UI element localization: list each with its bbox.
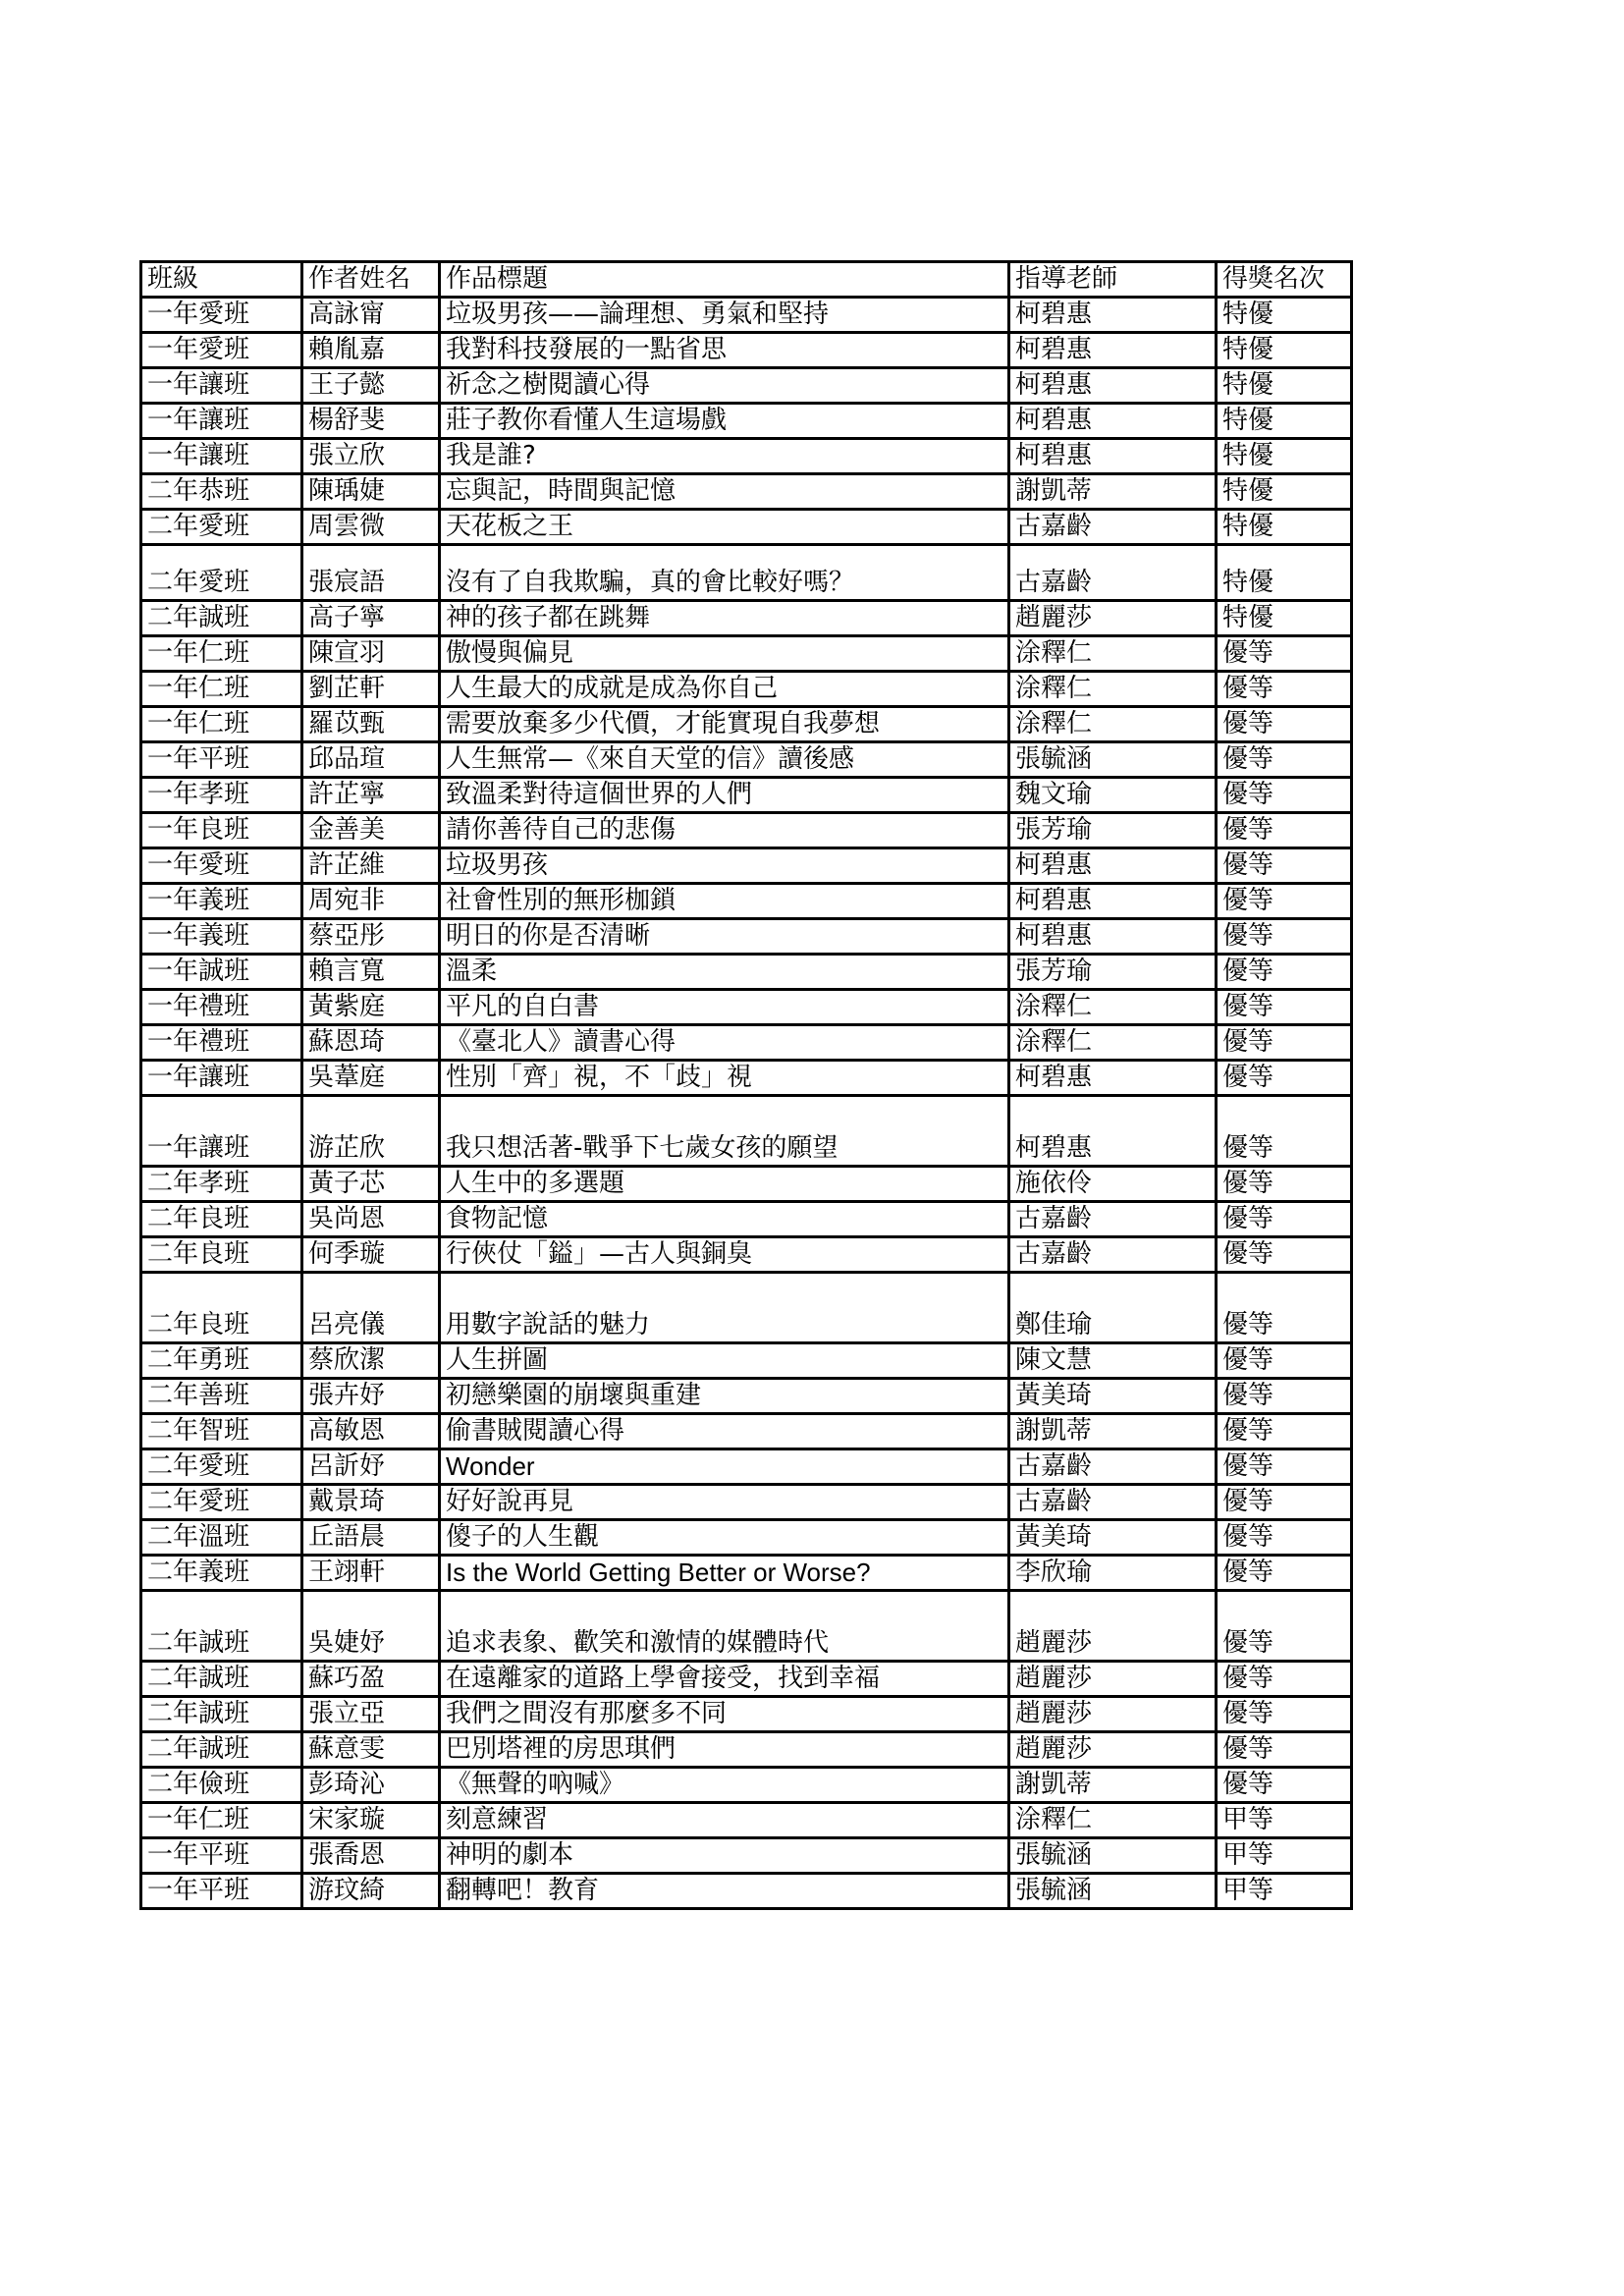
cell-teacher: 張毓涵 bbox=[1009, 1874, 1217, 1909]
cell-title: 傲慢與偏見 bbox=[440, 636, 1009, 672]
cell-title: 用數字說話的魅力 bbox=[440, 1273, 1009, 1343]
cell-author: 宋家璇 bbox=[302, 1803, 440, 1838]
cell-teacher: 謝凱蒂 bbox=[1009, 1768, 1217, 1803]
cell-title: 人生拼圖 bbox=[440, 1343, 1009, 1379]
cell-award: 特優 bbox=[1217, 298, 1352, 333]
cell-class: 二年良班 bbox=[141, 1202, 302, 1237]
cell-author: 張宸語 bbox=[302, 545, 440, 601]
cell-title: 巴別塔裡的房思琪們 bbox=[440, 1732, 1009, 1768]
table-row bbox=[141, 1874, 1352, 1909]
cell-award: 優等 bbox=[1217, 672, 1352, 707]
cell-class: 二年恭班 bbox=[141, 474, 302, 510]
table-row bbox=[141, 1838, 1352, 1874]
cell-teacher: 柯碧惠 bbox=[1009, 1061, 1217, 1096]
cell-award: 優等 bbox=[1217, 1414, 1352, 1449]
cell-title: 祈念之樹閱讀心得 bbox=[440, 368, 1009, 404]
table-row bbox=[141, 1662, 1352, 1697]
cell-title: 好好說再見 bbox=[440, 1485, 1009, 1520]
cell-author: 張卉妤 bbox=[302, 1379, 440, 1414]
cell-class: 一年讓班 bbox=[141, 368, 302, 404]
cell-author: 黃子芯 bbox=[302, 1167, 440, 1202]
cell-award: 優等 bbox=[1217, 778, 1352, 813]
cell-teacher: 古嘉齡 bbox=[1009, 545, 1217, 601]
cell-award: 優等 bbox=[1217, 955, 1352, 990]
cell-award: 優等 bbox=[1217, 1167, 1352, 1202]
cell-award: 優等 bbox=[1217, 1343, 1352, 1379]
cell-teacher: 張毓涵 bbox=[1009, 742, 1217, 778]
cell-class: 一年義班 bbox=[141, 919, 302, 955]
cell-teacher: 柯碧惠 bbox=[1009, 404, 1217, 439]
cell-award: 優等 bbox=[1217, 1520, 1352, 1556]
cell-award: 優等 bbox=[1217, 1379, 1352, 1414]
cell-author: 賴胤嘉 bbox=[302, 333, 440, 368]
cell-author: 許芷維 bbox=[302, 848, 440, 884]
cell-title: 《無聲的吶喊》 bbox=[440, 1768, 1009, 1803]
table-row bbox=[141, 1379, 1352, 1414]
cell-author: 蔡欣潔 bbox=[302, 1343, 440, 1379]
cell-class: 一年愛班 bbox=[141, 298, 302, 333]
cell-teacher: 魏文瑜 bbox=[1009, 778, 1217, 813]
cell-teacher: 謝凱蒂 bbox=[1009, 1414, 1217, 1449]
table-row bbox=[141, 298, 1352, 333]
cell-award: 優等 bbox=[1217, 1697, 1352, 1732]
cell-title: 翻轉吧！教育 bbox=[440, 1874, 1009, 1909]
cell-author: 許芷寧 bbox=[302, 778, 440, 813]
cell-teacher: 柯碧惠 bbox=[1009, 919, 1217, 955]
cell-teacher: 趙麗莎 bbox=[1009, 1662, 1217, 1697]
cell-award: 特優 bbox=[1217, 510, 1352, 545]
cell-award: 優等 bbox=[1217, 1202, 1352, 1237]
cell-award: 優等 bbox=[1217, 990, 1352, 1025]
cell-class: 一年讓班 bbox=[141, 1061, 302, 1096]
cell-class: 二年勇班 bbox=[141, 1343, 302, 1379]
cell-class: 二年愛班 bbox=[141, 1449, 302, 1485]
cell-award: 優等 bbox=[1217, 1732, 1352, 1768]
cell-title: 我只想活著-戰爭下七歲女孩的願望 bbox=[440, 1096, 1009, 1167]
cell-class: 一年讓班 bbox=[141, 439, 302, 474]
cell-award: 優等 bbox=[1217, 1025, 1352, 1061]
cell-award: 優等 bbox=[1217, 636, 1352, 672]
cell-award: 特優 bbox=[1217, 333, 1352, 368]
cell-author: 何季璇 bbox=[302, 1237, 440, 1273]
cell-title: 我對科技發展的一點省思 bbox=[440, 333, 1009, 368]
cell-author: 高詠甯 bbox=[302, 298, 440, 333]
table-row bbox=[141, 1061, 1352, 1096]
cell-title: 人生最大的成就是成為你自己 bbox=[440, 672, 1009, 707]
cell-teacher: 柯碧惠 bbox=[1009, 298, 1217, 333]
cell-class: 一年誠班 bbox=[141, 955, 302, 990]
table-row bbox=[141, 474, 1352, 510]
table-row bbox=[141, 778, 1352, 813]
cell-class: 二年儉班 bbox=[141, 1768, 302, 1803]
header-award: 得獎名次 bbox=[1217, 262, 1352, 298]
cell-award: 優等 bbox=[1217, 1768, 1352, 1803]
cell-teacher: 黃美琦 bbox=[1009, 1379, 1217, 1414]
cell-teacher: 古嘉齡 bbox=[1009, 1202, 1217, 1237]
cell-class: 一年讓班 bbox=[141, 1096, 302, 1167]
cell-award: 優等 bbox=[1217, 1556, 1352, 1591]
cell-author: 張喬恩 bbox=[302, 1838, 440, 1874]
cell-author: 吳婕妤 bbox=[302, 1591, 440, 1662]
cell-award: 甲等 bbox=[1217, 1803, 1352, 1838]
cell-author: 陳瑀婕 bbox=[302, 474, 440, 510]
table-row bbox=[141, 1697, 1352, 1732]
cell-teacher: 涂釋仁 bbox=[1009, 1803, 1217, 1838]
cell-teacher: 涂釋仁 bbox=[1009, 636, 1217, 672]
cell-title: 行俠仗「鎰」—古人與銅臭 bbox=[440, 1237, 1009, 1273]
table-row bbox=[141, 404, 1352, 439]
cell-class: 二年誠班 bbox=[141, 601, 302, 636]
cell-title: 在遠離家的道路上學會接受，找到幸福 bbox=[440, 1662, 1009, 1697]
cell-class: 一年禮班 bbox=[141, 990, 302, 1025]
table-row bbox=[141, 1273, 1352, 1343]
cell-title: Is the World Getting Better or Worse? bbox=[440, 1556, 1009, 1591]
cell-author: 丘語晨 bbox=[302, 1520, 440, 1556]
cell-title: 初戀樂園的崩壞與重建 bbox=[440, 1379, 1009, 1414]
table-row bbox=[141, 1803, 1352, 1838]
table-row bbox=[141, 1237, 1352, 1273]
cell-award: 優等 bbox=[1217, 919, 1352, 955]
header-class: 班級 bbox=[141, 262, 302, 298]
table-row bbox=[141, 1025, 1352, 1061]
cell-title: 平凡的自白書 bbox=[440, 990, 1009, 1025]
cell-author: 高敏恩 bbox=[302, 1414, 440, 1449]
table-row bbox=[141, 368, 1352, 404]
table-row bbox=[141, 1167, 1352, 1202]
cell-class: 一年平班 bbox=[141, 1874, 302, 1909]
cell-title: Wonder bbox=[440, 1449, 1009, 1485]
cell-class: 二年誠班 bbox=[141, 1697, 302, 1732]
table-row bbox=[141, 919, 1352, 955]
cell-award: 特優 bbox=[1217, 404, 1352, 439]
table-row bbox=[141, 884, 1352, 919]
cell-award: 特優 bbox=[1217, 474, 1352, 510]
table-row bbox=[141, 333, 1352, 368]
cell-title: 我是誰? bbox=[440, 439, 1009, 474]
cell-title: 致溫柔對待這個世界的人們 bbox=[440, 778, 1009, 813]
cell-class: 一年仁班 bbox=[141, 636, 302, 672]
cell-author: 呂亮儀 bbox=[302, 1273, 440, 1343]
cell-teacher: 趙麗莎 bbox=[1009, 601, 1217, 636]
table-row bbox=[141, 1556, 1352, 1591]
cell-title: 天花板之王 bbox=[440, 510, 1009, 545]
cell-teacher: 古嘉齡 bbox=[1009, 1449, 1217, 1485]
cell-award: 優等 bbox=[1217, 884, 1352, 919]
header-author: 作者姓名 bbox=[302, 262, 440, 298]
cell-author: 蘇巧盈 bbox=[302, 1662, 440, 1697]
cell-teacher: 古嘉齡 bbox=[1009, 1485, 1217, 1520]
table-row bbox=[141, 1202, 1352, 1237]
cell-award: 優等 bbox=[1217, 742, 1352, 778]
cell-title: 神的孩子都在跳舞 bbox=[440, 601, 1009, 636]
header-row bbox=[141, 262, 1352, 298]
cell-award: 特優 bbox=[1217, 368, 1352, 404]
table-row bbox=[141, 636, 1352, 672]
cell-teacher: 柯碧惠 bbox=[1009, 333, 1217, 368]
cell-title: 人生無常—《來自天堂的信》讀後感 bbox=[440, 742, 1009, 778]
cell-title: 莊子教你看懂人生這場戲 bbox=[440, 404, 1009, 439]
cell-class: 一年義班 bbox=[141, 884, 302, 919]
cell-class: 一年仁班 bbox=[141, 672, 302, 707]
cell-teacher: 柯碧惠 bbox=[1009, 1096, 1217, 1167]
cell-title: 溫柔 bbox=[440, 955, 1009, 990]
cell-teacher: 涂釋仁 bbox=[1009, 1025, 1217, 1061]
cell-title: 追求表象、歡笑和激情的媒體時代 bbox=[440, 1591, 1009, 1662]
cell-teacher: 謝凱蒂 bbox=[1009, 474, 1217, 510]
cell-author: 吳葦庭 bbox=[302, 1061, 440, 1096]
cell-teacher: 李欣瑜 bbox=[1009, 1556, 1217, 1591]
cell-teacher: 黃美琦 bbox=[1009, 1520, 1217, 1556]
cell-teacher: 涂釋仁 bbox=[1009, 990, 1217, 1025]
cell-author: 邱品瑄 bbox=[302, 742, 440, 778]
cell-teacher: 柯碧惠 bbox=[1009, 884, 1217, 919]
cell-author: 賴言寬 bbox=[302, 955, 440, 990]
cell-class: 二年誠班 bbox=[141, 1662, 302, 1697]
table-row bbox=[141, 1591, 1352, 1662]
cell-author: 周雲微 bbox=[302, 510, 440, 545]
cell-teacher: 鄭佳瑜 bbox=[1009, 1273, 1217, 1343]
cell-class: 一年讓班 bbox=[141, 404, 302, 439]
cell-award: 特優 bbox=[1217, 545, 1352, 601]
cell-award: 優等 bbox=[1217, 813, 1352, 848]
cell-author: 金善美 bbox=[302, 813, 440, 848]
cell-teacher: 柯碧惠 bbox=[1009, 368, 1217, 404]
cell-class: 一年愛班 bbox=[141, 333, 302, 368]
cell-title: 人生中的多選題 bbox=[440, 1167, 1009, 1202]
cell-teacher: 古嘉齡 bbox=[1009, 510, 1217, 545]
cell-title: 我們之間沒有那麼多不同 bbox=[440, 1697, 1009, 1732]
table-row bbox=[141, 1414, 1352, 1449]
cell-title: 垃圾男孩——論理想、勇氣和堅持 bbox=[440, 298, 1009, 333]
cell-class: 二年愛班 bbox=[141, 545, 302, 601]
cell-author: 黃紫庭 bbox=[302, 990, 440, 1025]
cell-class: 一年平班 bbox=[141, 1838, 302, 1874]
cell-teacher: 張芳瑜 bbox=[1009, 955, 1217, 990]
table-row bbox=[141, 742, 1352, 778]
header-teacher: 指導老師 bbox=[1009, 262, 1217, 298]
table-row bbox=[141, 990, 1352, 1025]
cell-title: 明日的你是否清晰 bbox=[440, 919, 1009, 955]
cell-class: 二年智班 bbox=[141, 1414, 302, 1449]
cell-author: 劉芷軒 bbox=[302, 672, 440, 707]
cell-class: 一年良班 bbox=[141, 813, 302, 848]
cell-author: 蘇意雯 bbox=[302, 1732, 440, 1768]
cell-title: 需要放棄多少代價，才能實現自我夢想 bbox=[440, 707, 1009, 742]
table-row bbox=[141, 1768, 1352, 1803]
cell-author: 張立亞 bbox=[302, 1697, 440, 1732]
cell-author: 彭琦沁 bbox=[302, 1768, 440, 1803]
cell-class: 一年仁班 bbox=[141, 1803, 302, 1838]
cell-author: 呂訢妤 bbox=[302, 1449, 440, 1485]
cell-class: 二年孝班 bbox=[141, 1167, 302, 1202]
cell-author: 張立欣 bbox=[302, 439, 440, 474]
cell-teacher: 陳文慧 bbox=[1009, 1343, 1217, 1379]
cell-title: 沒有了自我欺騙，真的會比較好嗎？ bbox=[440, 545, 1009, 601]
table-row bbox=[141, 601, 1352, 636]
cell-class: 二年良班 bbox=[141, 1237, 302, 1273]
cell-teacher: 柯碧惠 bbox=[1009, 848, 1217, 884]
cell-author: 高子寧 bbox=[302, 601, 440, 636]
cell-class: 二年義班 bbox=[141, 1556, 302, 1591]
cell-teacher: 趙麗莎 bbox=[1009, 1591, 1217, 1662]
table-row bbox=[141, 545, 1352, 601]
cell-award: 特優 bbox=[1217, 601, 1352, 636]
cell-author: 楊舒斐 bbox=[302, 404, 440, 439]
cell-teacher: 古嘉齡 bbox=[1009, 1237, 1217, 1273]
cell-author: 吳尚恩 bbox=[302, 1202, 440, 1237]
cell-title: 忘與記，時間與記憶 bbox=[440, 474, 1009, 510]
cell-author: 羅苡甄 bbox=[302, 707, 440, 742]
cell-award: 優等 bbox=[1217, 1485, 1352, 1520]
cell-title: 《臺北人》讀書心得 bbox=[440, 1025, 1009, 1061]
cell-author: 蔡亞彤 bbox=[302, 919, 440, 955]
cell-title: 社會性別的無形枷鎖 bbox=[440, 884, 1009, 919]
table-row bbox=[141, 439, 1352, 474]
cell-class: 一年禮班 bbox=[141, 1025, 302, 1061]
cell-award: 優等 bbox=[1217, 1096, 1352, 1167]
cell-teacher: 趙麗莎 bbox=[1009, 1697, 1217, 1732]
cell-class: 一年愛班 bbox=[141, 848, 302, 884]
cell-class: 二年良班 bbox=[141, 1273, 302, 1343]
cell-award: 優等 bbox=[1217, 1449, 1352, 1485]
cell-class: 二年愛班 bbox=[141, 510, 302, 545]
cell-class: 一年孝班 bbox=[141, 778, 302, 813]
cell-award: 優等 bbox=[1217, 1662, 1352, 1697]
award-table bbox=[139, 260, 1353, 1910]
cell-author: 蘇恩琦 bbox=[302, 1025, 440, 1061]
table-row bbox=[141, 1096, 1352, 1167]
cell-class: 一年仁班 bbox=[141, 707, 302, 742]
cell-award: 甲等 bbox=[1217, 1838, 1352, 1874]
cell-class: 二年誠班 bbox=[141, 1732, 302, 1768]
table-row bbox=[141, 848, 1352, 884]
cell-author: 王子懿 bbox=[302, 368, 440, 404]
cell-author: 游芷欣 bbox=[302, 1096, 440, 1167]
cell-class: 二年愛班 bbox=[141, 1485, 302, 1520]
table-row bbox=[141, 707, 1352, 742]
cell-author: 王翊軒 bbox=[302, 1556, 440, 1591]
table-row bbox=[141, 1449, 1352, 1485]
cell-title: 性別「齊」視，不「歧」視 bbox=[440, 1061, 1009, 1096]
cell-author: 戴景琦 bbox=[302, 1485, 440, 1520]
cell-award: 優等 bbox=[1217, 1591, 1352, 1662]
cell-title: 垃圾男孩 bbox=[440, 848, 1009, 884]
cell-award: 優等 bbox=[1217, 1061, 1352, 1096]
table-row bbox=[141, 1485, 1352, 1520]
cell-title: 食物記憶 bbox=[440, 1202, 1009, 1237]
table-row bbox=[141, 1520, 1352, 1556]
cell-author: 游玟綺 bbox=[302, 1874, 440, 1909]
table-row bbox=[141, 510, 1352, 545]
header-title: 作品標題 bbox=[440, 262, 1009, 298]
table-row bbox=[141, 955, 1352, 990]
cell-teacher: 施依伶 bbox=[1009, 1167, 1217, 1202]
cell-class: 二年善班 bbox=[141, 1379, 302, 1414]
cell-award: 優等 bbox=[1217, 848, 1352, 884]
table-row bbox=[141, 1732, 1352, 1768]
cell-title: 刻意練習 bbox=[440, 1803, 1009, 1838]
cell-teacher: 涂釋仁 bbox=[1009, 672, 1217, 707]
cell-title: 請你善待自己的悲傷 bbox=[440, 813, 1009, 848]
cell-award: 特優 bbox=[1217, 439, 1352, 474]
cell-award: 優等 bbox=[1217, 1237, 1352, 1273]
cell-award: 優等 bbox=[1217, 707, 1352, 742]
cell-class: 一年平班 bbox=[141, 742, 302, 778]
cell-teacher: 涂釋仁 bbox=[1009, 707, 1217, 742]
cell-class: 二年溫班 bbox=[141, 1520, 302, 1556]
cell-title: 神明的劇本 bbox=[440, 1838, 1009, 1874]
cell-award: 甲等 bbox=[1217, 1874, 1352, 1909]
table-row bbox=[141, 813, 1352, 848]
cell-class: 二年誠班 bbox=[141, 1591, 302, 1662]
cell-teacher: 張芳瑜 bbox=[1009, 813, 1217, 848]
cell-title: 偷書賊閱讀心得 bbox=[440, 1414, 1009, 1449]
cell-teacher: 張毓涵 bbox=[1009, 1838, 1217, 1874]
cell-author: 陳宣羽 bbox=[302, 636, 440, 672]
cell-teacher: 柯碧惠 bbox=[1009, 439, 1217, 474]
cell-author: 周宛非 bbox=[302, 884, 440, 919]
cell-award: 優等 bbox=[1217, 1273, 1352, 1343]
cell-title: 傻子的人生觀 bbox=[440, 1520, 1009, 1556]
table-row bbox=[141, 672, 1352, 707]
table-row bbox=[141, 1343, 1352, 1379]
cell-teacher: 趙麗莎 bbox=[1009, 1732, 1217, 1768]
